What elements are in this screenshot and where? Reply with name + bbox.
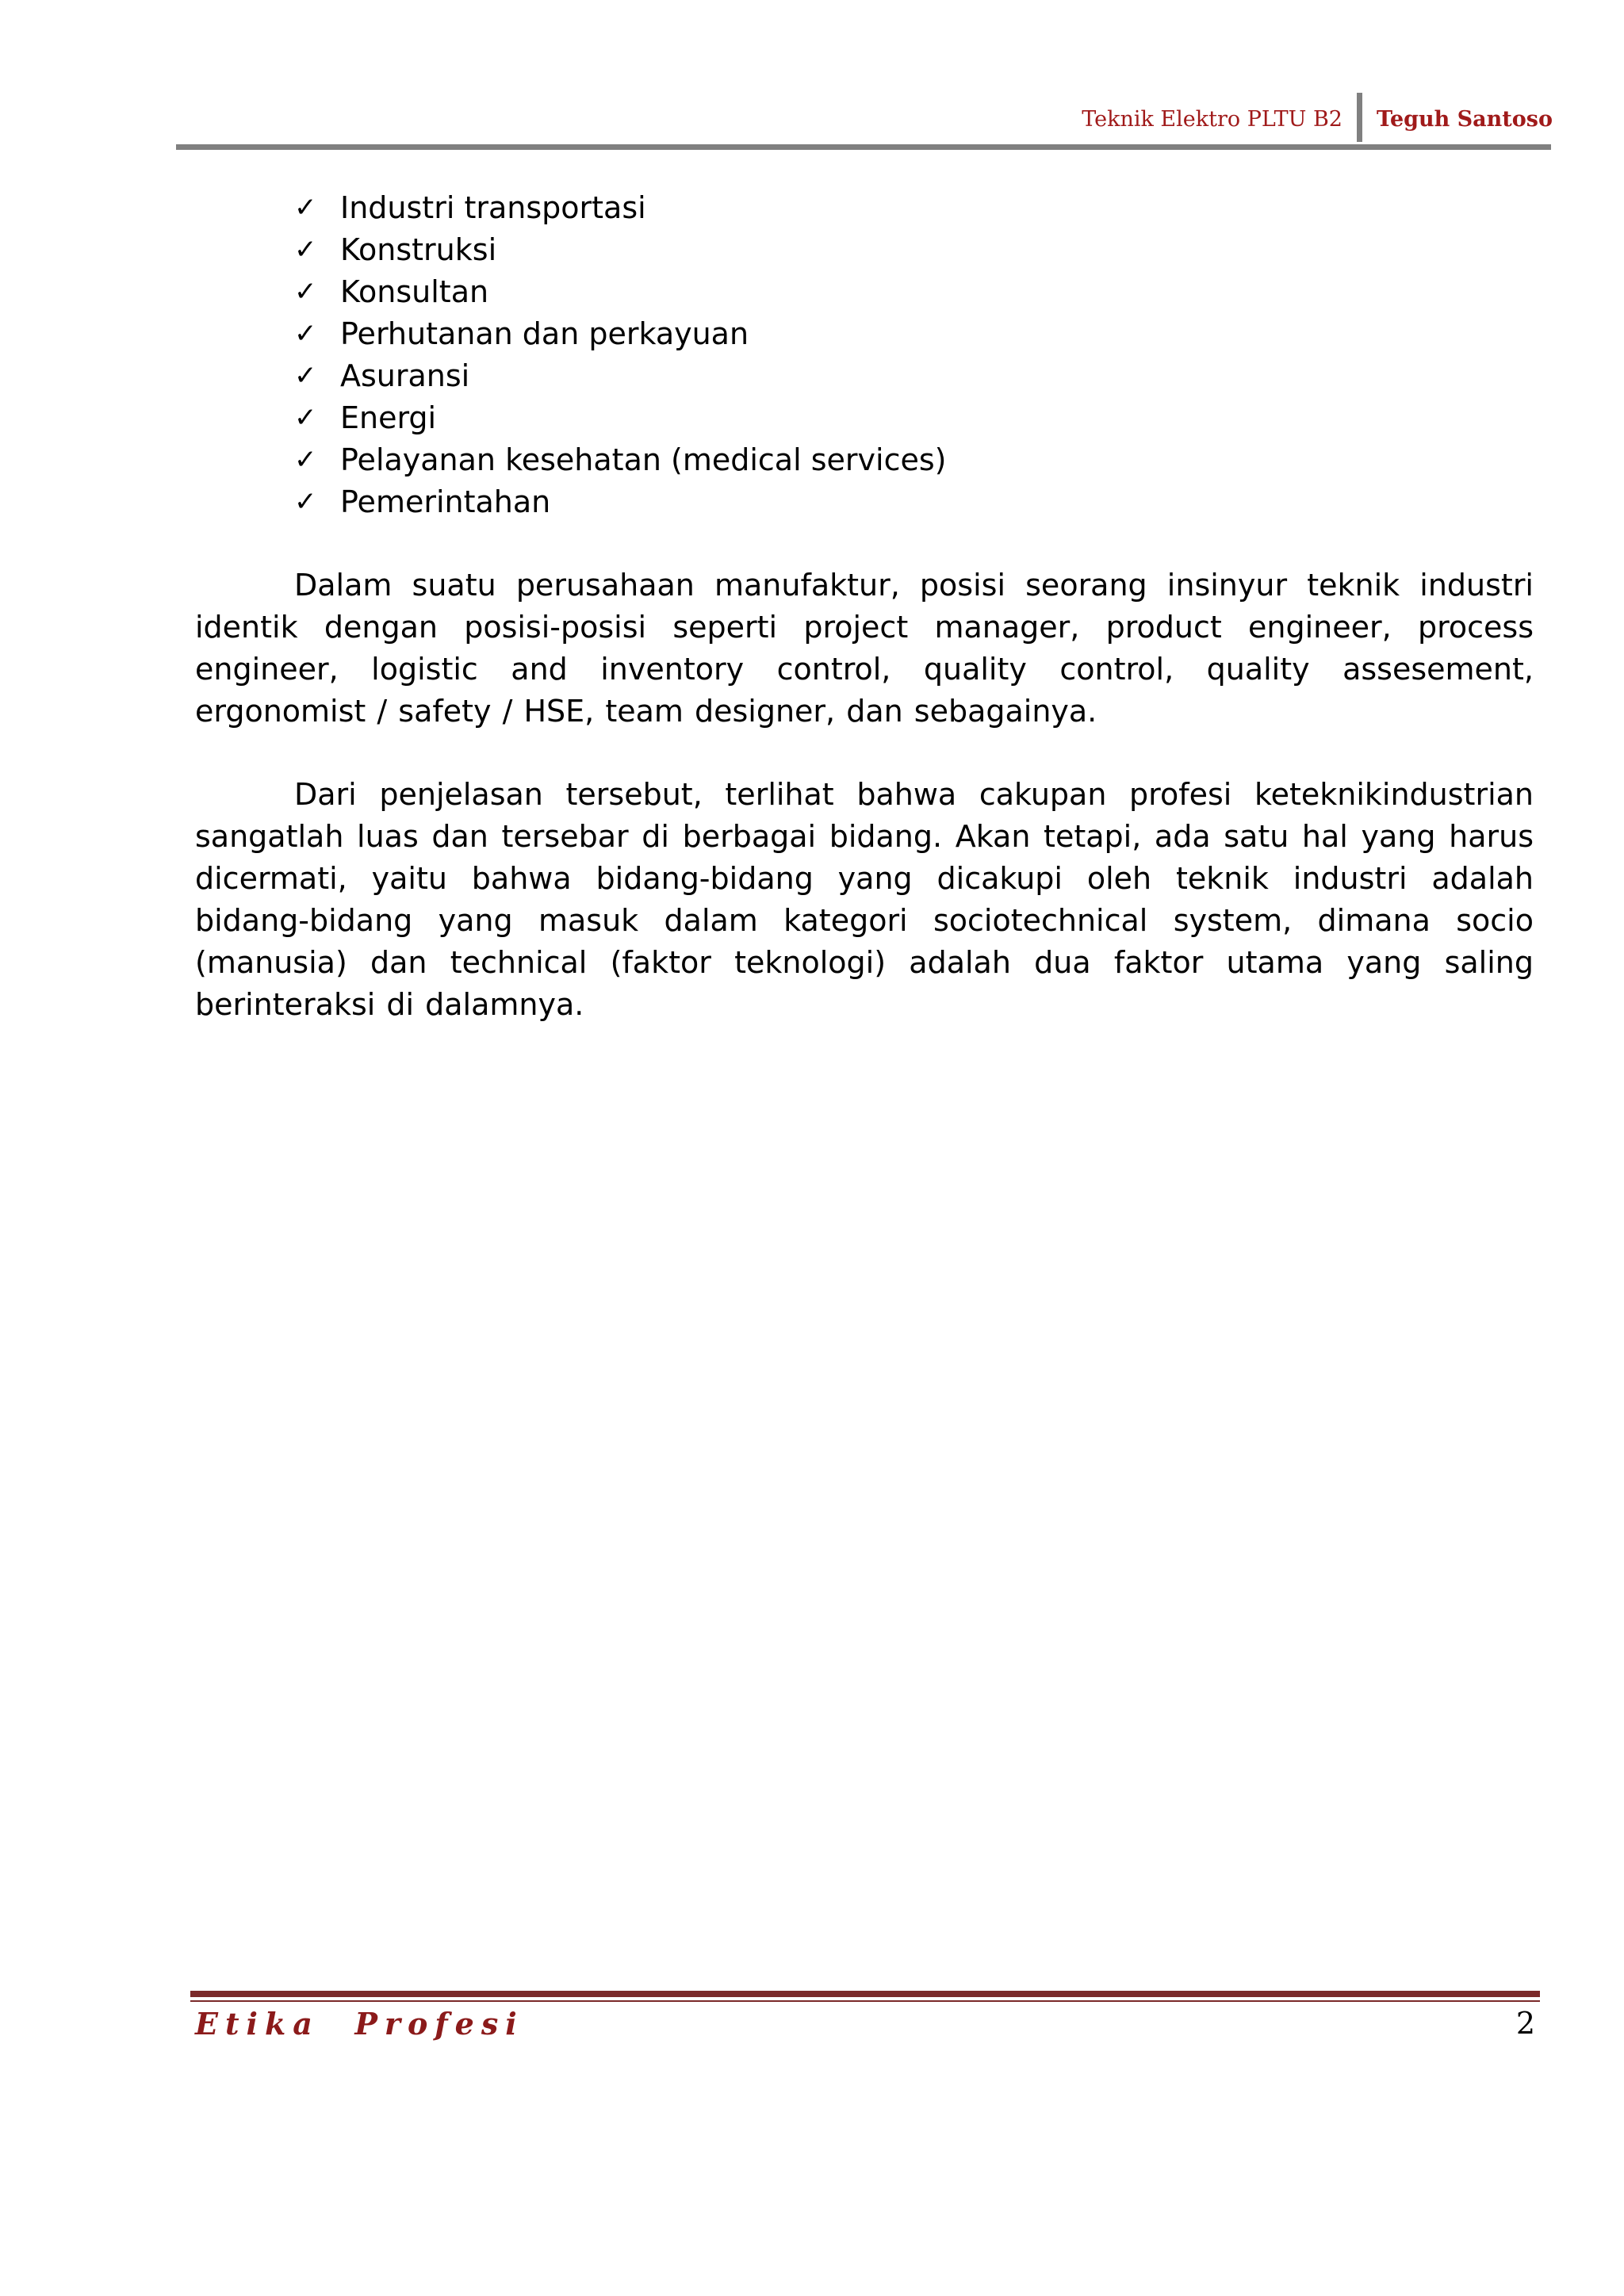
list-item (294, 481, 1534, 523)
list-item-text: Energi (340, 400, 437, 435)
list-item (294, 397, 1534, 439)
list-item-text: Asuransi (340, 358, 470, 393)
footer-title: Etika Profesi (195, 2006, 524, 2042)
footer-rule-thick (190, 1991, 1540, 1997)
footer-rule-thin (190, 2000, 1540, 2002)
list-item-text: Industri transportasi (340, 190, 646, 225)
checkmark-icon: ✓ (294, 234, 317, 266)
list-item (294, 187, 1534, 229)
checkmark-icon: ✓ (294, 192, 317, 224)
list-item (294, 439, 1534, 481)
list-item-text: Konstruksi (340, 232, 497, 267)
sector-checklist (195, 187, 1534, 523)
checkmark-icon: ✓ (294, 276, 317, 308)
list-item-text: Konsultan (340, 274, 489, 309)
list-item-text: Perhutanan dan perkayuan (340, 316, 749, 351)
header-author-name: Teguh Santoso (1376, 106, 1553, 132)
list-item (294, 271, 1534, 313)
checkmark-icon: ✓ (294, 444, 317, 476)
checkmark-icon: ✓ (294, 318, 317, 350)
list-item (294, 229, 1534, 271)
header-separator (1357, 93, 1362, 142)
list-item (294, 355, 1534, 397)
list-item-text: Pemerintahan (340, 484, 551, 519)
page-number: 2 (1515, 2006, 1535, 2041)
checkmark-icon: ✓ (294, 360, 317, 392)
header-course-name: Teknik Elektro PLTU B2 (1082, 106, 1342, 132)
checkmark-icon: ✓ (294, 402, 317, 434)
checkmark-icon: ✓ (294, 486, 317, 518)
list-item-text: Pelayanan kesehatan (medical services) (340, 442, 947, 477)
list-item (294, 313, 1534, 355)
page-content (195, 187, 1534, 1026)
body-paragraph: Dalam suatu perusahaan manufaktur, posisi seorang insinyur teknik industri identik dengan posisi-posisi seperti project manager, product engineer, process engineer, logistic and inventory control, quality control, quality assesement, ergonomist / safety / HSE, team designer, dan sebagainya. (195, 568, 1534, 729)
header-rule (176, 144, 1551, 150)
page-header (1082, 95, 1553, 143)
body-paragraph: Dari penjelasan tersebut, terlihat bahwa cakupan profesi keteknikindustrian sangatlah luas dan tersebar di berbagai bidang. Akan tetapi, ada satu hal yang harus dicermati, yaitu bahwa bidang-bidang yang dicakupi oleh teknik industri adalah bidang-bidang yang masuk dalam kategori sociotechnical system, dimana socio (manusia) dan technical (faktor teknologi) adalah dua faktor utama yang saling berinteraksi di dalamnya. (195, 777, 1534, 1022)
